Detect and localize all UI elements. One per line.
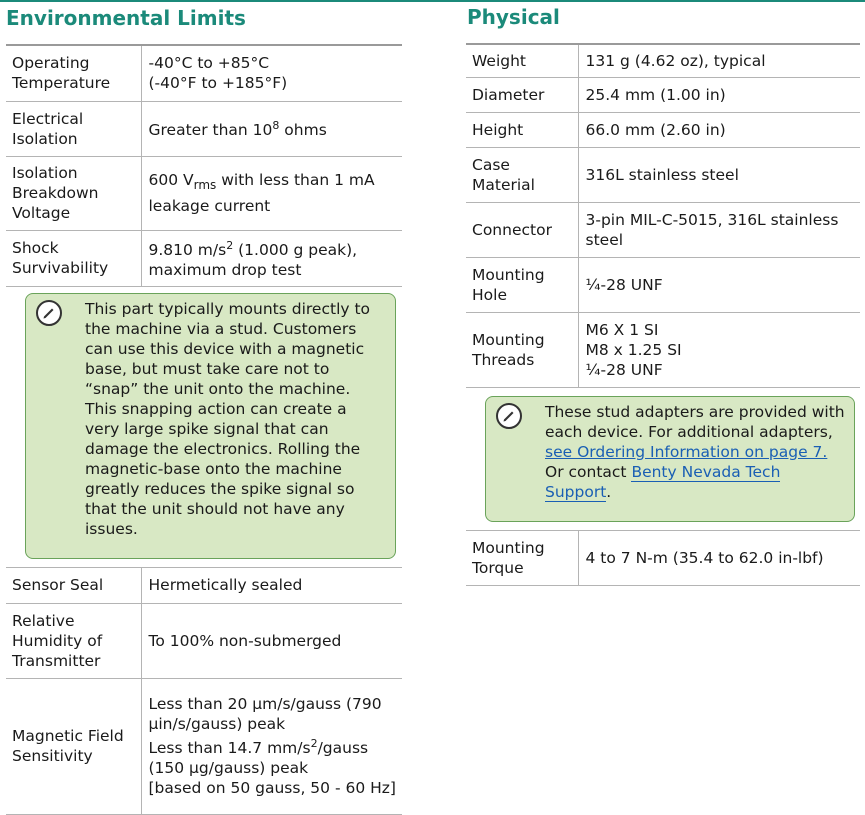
table-row	[466, 112, 860, 147]
row-value: ¼-28 UNF	[578, 257, 860, 312]
row-value: 3-pin MIL-C-5015, 316L stainless steel	[578, 202, 860, 257]
environmental-limits-table	[6, 44, 402, 815]
table-row	[466, 147, 860, 202]
table-row	[466, 312, 860, 387]
table-row	[466, 257, 860, 312]
row-value: M6 X 1 SI M8 x 1.25 SI ¼-28 UNF	[578, 312, 860, 387]
stud-adapter-note: These stud adapters are provided with each device. For additional adapters, see Ordering Information on page 7. Or contact Benty Nevada Tech Support.	[485, 396, 855, 522]
row-value: -40°C to +85°C (-40°F to +185°F)	[141, 45, 402, 101]
top-rule	[0, 0, 865, 2]
row-label: Height	[466, 112, 578, 147]
physical-heading: Physical	[467, 5, 560, 29]
note-text: These stud adapters are provided with each device. For additional adapters,	[545, 402, 845, 441]
row-label: Connector	[466, 202, 578, 257]
row-label: Operating Temperature	[6, 45, 141, 101]
table-row	[6, 101, 402, 156]
row-value: 25.4 mm (1.00 in)	[578, 77, 860, 112]
table-row	[6, 603, 402, 678]
table-row	[466, 77, 860, 112]
table-row	[466, 387, 860, 530]
row-value: 600 $V_{rms}$ with less than 1 mA leakage current	[141, 156, 402, 230]
note-text: This part typically mounts directly to the machine via a stud. Customers can use this device with a magnetic base, but must take care not to “snap” the unit onto the machine. This snapping action can create a very large spike signal that can damage the electronics. Rolling the magnetic-base onto the machine greatly reduces the spike signal so that the unit should not have any issues.	[85, 299, 371, 538]
table-row	[6, 156, 402, 230]
table-row	[6, 567, 402, 603]
row-label: Mounting Hole	[466, 257, 578, 312]
row-value: Hermetically sealed	[141, 567, 402, 603]
row-label: Weight	[466, 44, 578, 77]
table-row	[6, 286, 402, 567]
row-label: Mounting Torque	[466, 530, 578, 585]
row-value: 316L stainless steel	[578, 147, 860, 202]
table-row	[466, 202, 860, 257]
physical-table	[466, 43, 860, 586]
row-value: 4 to 7 N-m (35.4 to 62.0 in-lbf)	[578, 530, 860, 585]
row-value: 66.0 mm (2.60 in)	[578, 112, 860, 147]
pencil-icon	[496, 403, 522, 429]
row-label: Electrical Isolation	[6, 101, 141, 156]
table-row	[6, 45, 402, 101]
row-label: Mounting Threads	[466, 312, 578, 387]
row-label: Magnetic Field Sensitivity	[6, 678, 141, 814]
table-row	[6, 678, 402, 814]
table-row	[6, 230, 402, 286]
magnetic-base-note	[25, 293, 396, 559]
row-label: Shock Survivability	[6, 230, 141, 286]
table-row	[466, 44, 860, 77]
row-label: Relative Humidity of Transmitter	[6, 603, 141, 678]
row-value: Less than 20 μm/s/gauss (790 μin/s/gauss) peak Less than 14.7 $mm/s^2$/gauss (150 μg/gauss) peak [based on 50 gauss, 50 - 60 Hz]	[141, 678, 402, 814]
note-cell	[466, 387, 860, 530]
note-cell	[6, 286, 402, 567]
table-row	[466, 530, 860, 585]
row-value: 9.810 $m/s^2$ (1.000 g peak), maximum drop test	[141, 230, 402, 286]
row-label: Diameter	[466, 77, 578, 112]
tech-support-link[interactable]: Benty Nevada Tech Support	[545, 462, 781, 501]
row-label: Sensor Seal	[6, 567, 141, 603]
row-value: To 100% non-submerged	[141, 603, 402, 678]
pencil-icon	[36, 300, 62, 326]
row-value: 131 g (4.62 oz), typical	[578, 44, 860, 77]
row-label: Isolation Breakdown Voltage	[6, 156, 141, 230]
ordering-information-link[interactable]: see Ordering Information on page 7.	[545, 442, 828, 461]
environmental-limits-heading: Environmental Limits	[6, 6, 246, 30]
row-value: Greater than $10^8$ ohms	[141, 101, 402, 156]
row-label: Case Material	[466, 147, 578, 202]
